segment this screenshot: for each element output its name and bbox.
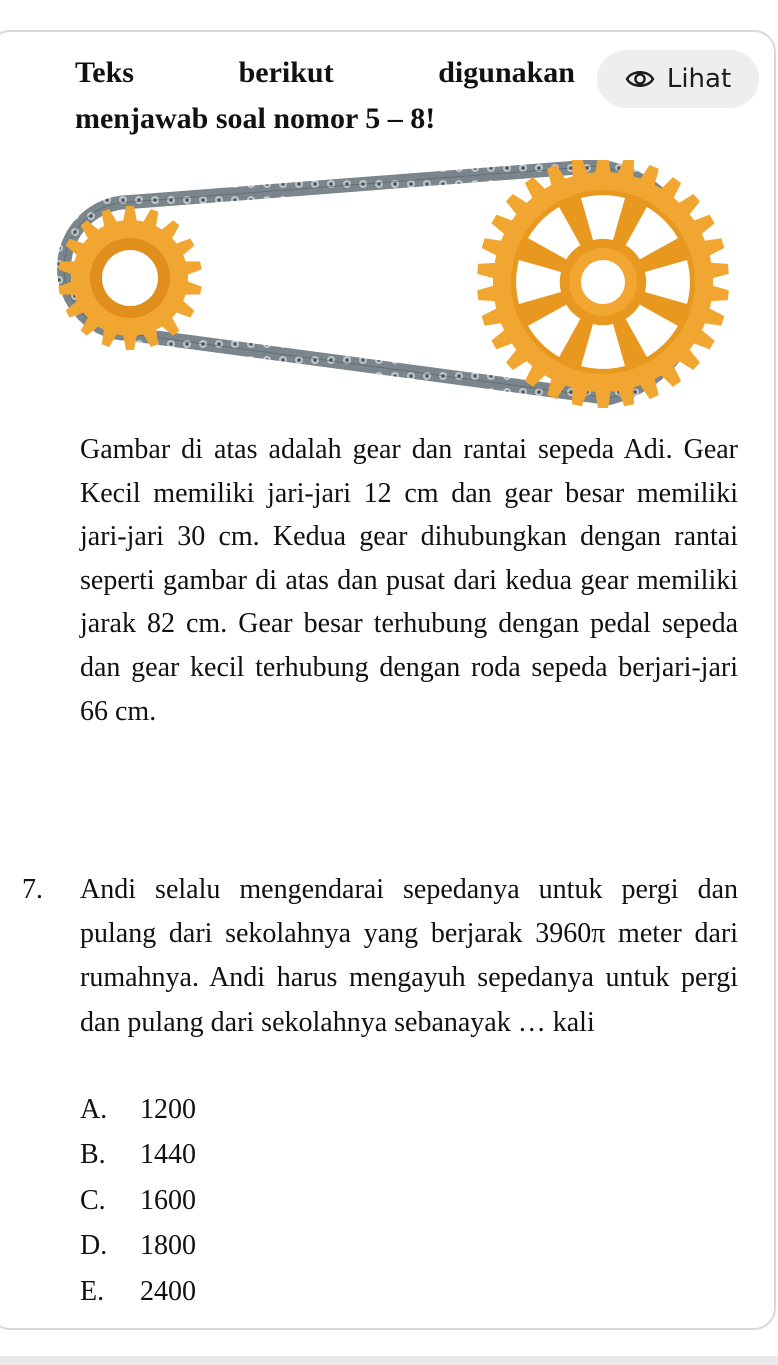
- lihat-label: Lihat: [666, 64, 732, 94]
- option-letter: C.: [80, 1184, 106, 1216]
- option-letter: A.: [80, 1094, 108, 1125]
- option-value: 2400: [140, 1275, 196, 1307]
- large-gear: [477, 160, 729, 408]
- option-b[interactable]: [80, 1132, 196, 1177]
- option-d[interactable]: [80, 1223, 196, 1268]
- answer-options: [80, 1087, 196, 1314]
- option-e[interactable]: [80, 1269, 196, 1314]
- option-letter: D.: [80, 1230, 108, 1262]
- intro-line-1: Teks berikut digunakan: [75, 56, 575, 89]
- gear-chain-figure: [35, 160, 735, 410]
- option-letter: E.: [80, 1275, 105, 1307]
- intro-text: [75, 50, 575, 142]
- intro-line-2: menjawab soal nomor 5 – 8!: [75, 102, 436, 135]
- eye-icon: [625, 64, 655, 94]
- option-c[interactable]: [80, 1178, 196, 1223]
- question-number: 7.: [22, 874, 43, 905]
- option-value: 1600: [140, 1184, 196, 1216]
- option-a[interactable]: [80, 1087, 196, 1132]
- option-value: 1800: [140, 1230, 196, 1262]
- lihat-button[interactable]: [597, 50, 759, 108]
- bottom-bar: [0, 1356, 778, 1365]
- passage-text: Gambar di atas adalah gear dan rantai sepeda Adi. Gear Kecil memiliki jari-jari 12 cm dan gear besar memiliki jari-jari 30 cm. Kedua gear dihubungkan dengan rantai seperti gambar di atas dan pusat dari kedua gear memiliki jarak 82 cm. Gear besar terhubung dengan pedal sepeda dan gear kecil terhubung dengan roda sepeda berjari-jari 66 cm.: [80, 434, 738, 727]
- option-value: 1200: [140, 1094, 196, 1125]
- option-letter: B.: [80, 1139, 106, 1171]
- question-text: Andi selalu mengendarai sepedanya untuk pergi dan pulang dari sekolahnya yang berjarak 3960π meter dari rumahnya. Andi harus mengayuh sepedanya untuk pergi dan pulang dari sekolahnya sebanayak … kali: [80, 874, 738, 1038]
- option-value: 1440: [140, 1139, 196, 1171]
